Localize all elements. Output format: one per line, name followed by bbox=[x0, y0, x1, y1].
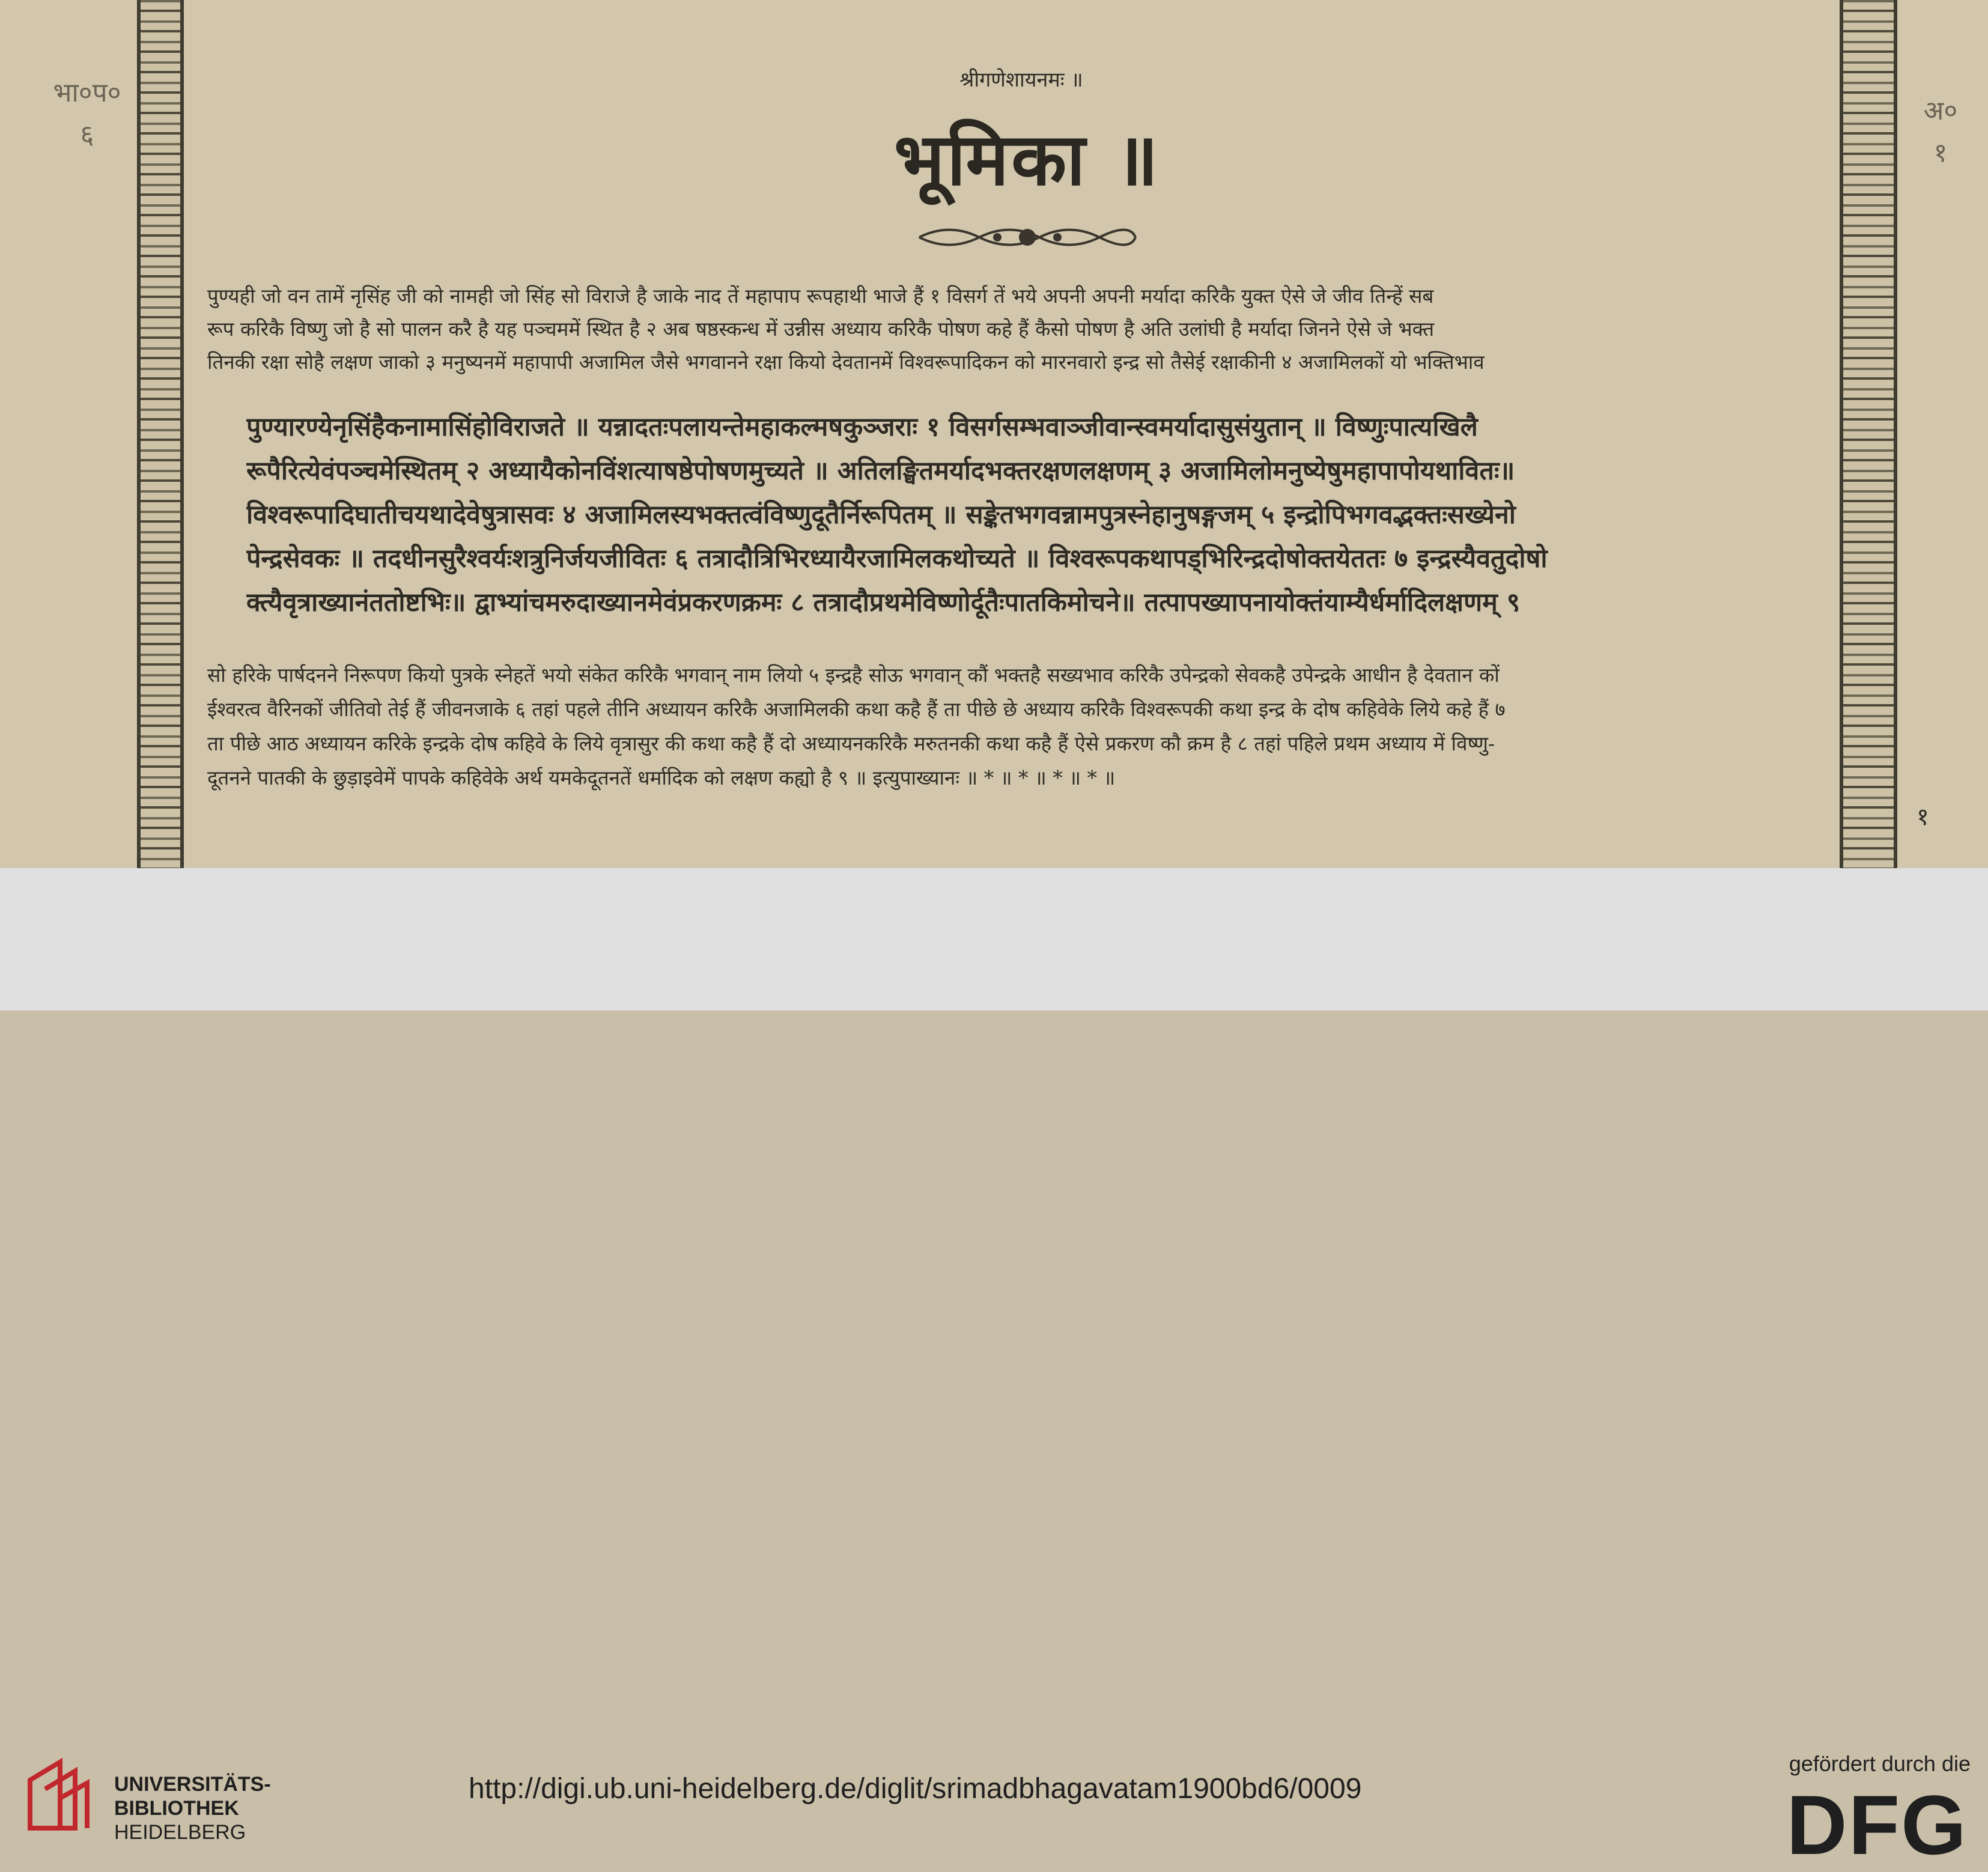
sanskrit-verses bbox=[246, 406, 1820, 625]
decorative-border-right bbox=[1840, 0, 1897, 868]
library-name-line: UNIVERSITÄTS- bbox=[114, 1773, 271, 1796]
margin-label-right-line: १ bbox=[1933, 138, 1948, 168]
verse-line: क्त्यैवृत्राख्यानंततोष्टभिः॥ द्वाभ्यांचमरुदाख्यानमेवंप्रकरणक्रमः ८ तत्रादौप्रथमेविष्णोर्दूतैःपातकिमोचने॥ तत्पापख्यापनायोक्तंयाम्यैर्धर्मादिलक्षणम् ९ bbox=[246, 588, 1521, 618]
commentary-line: रूप करिकै विष्णु जो है सो पालन करै है यह पञ्चममें स्थित है २ अब षष्ठस्कन्ध में उन्नीस अध्याय करिकै पोषण कहे हैं कैसो पोषण है अति उलांघी है मर्यादा जिनने ऐसे जे भक्त bbox=[207, 317, 1435, 341]
funding-caption: gefördert durch die bbox=[1789, 1751, 1971, 1776]
commentary-line: सो हरिके पार्षदनने निरूपण कियो पुत्रके स्नेहतें भयो संकेत करिकै भगवान् नाम लियो ५ इन्द्रहै सोऊ भगवान् कौं भक्तहै सख्यभाव करिकै उपेन्द्रको सेवकहै उपेन्द्रके आधीन है देवतान कों bbox=[207, 663, 1500, 687]
commentary-line: पुण्यही जो वन तामें नृसिंह जी को नामही जो सिंह सो विराजे है जाके नाद तें महापाप रूपहाथी भाजे हैं १ विसर्ग तें भये अपनी अपनी मर्यादा करिकै युक्त ऐसे जे जीव तिन्हें सब bbox=[207, 284, 1434, 308]
footer-bar bbox=[0, 868, 1988, 1872]
ornament-divider-icon bbox=[913, 219, 1141, 255]
library-name-line: BIBLIOTHEK bbox=[114, 1797, 239, 1820]
commentary-bottom bbox=[207, 658, 1829, 795]
verse-line: पेन्द्रसेवकः ॥ तदधीनसुरैश्वर्यःशत्रुनिर्जयजीवितः ६ तत्रादौत्रिभिरध्यायैरजामिलकथोच्यते ॥ विश्वरूपकथापड्भिरिन्द्रदोषोक्तयेततः ७ इन्द्रस्यैवतुदोषो bbox=[246, 544, 1548, 574]
page-title: भूमिका ॥ bbox=[893, 117, 1161, 202]
library-name-line: HEIDELBERG bbox=[114, 1821, 246, 1844]
verse-line: रूपैरित्येवंपञ्चमेस्थितम् २ अध्यायैकोनविंशत्याषष्ठेपोषणमुच्यते ॥ अतिलङ्घितमर्यादभक्तरक्षणलक्षणम् ३ अजामिलोमनुष्येषुमहापापोयथावितः॥ bbox=[246, 456, 1515, 486]
scanned-page bbox=[0, 0, 1988, 868]
margin-label-left-line: ६ bbox=[80, 120, 94, 150]
margin-label-right bbox=[1898, 90, 1983, 174]
margin-label-left-line: भा०प० bbox=[53, 77, 121, 108]
verse-line: पुण्यारण्येनृसिंहैकनामासिंहोविराजते ॥ यन्नादतःपलायन्तेमहाकल्मषकुञ्जराः १ विसर्गसम्भवाञ्जीवान्स्वमर्यादासुसंयुतान् ॥ विष्णुःपात्यखिलै bbox=[246, 412, 1478, 442]
commentary-line: तिनकी रक्षा सोहै लक्षण जाको ३ मनुष्यनमें महापापी अजामिल जैसे भगवानने रक्षा कियो देवतानमें विश्वरूपादिकन को मारनवारो इन्द्र सो तैसेई रक्षाकीनी ४ अजामिलकों यो भक्तिभाव bbox=[207, 350, 1485, 374]
dfg-logo: DFG bbox=[1786, 1778, 1968, 1872]
commentary-line: ईश्वरत्व वैरिनकों जीतिवो तेई हैं जीवनजाके ६ तहां पहले तीनि अध्यायन करिकै अजामिलकी कथा कहै हैं ता पीछे छे अध्याय करिकै विश्वरूपकी कथा इन्द्र के दोष कहिवेके लिये कहे हैं ७ bbox=[207, 697, 1506, 721]
library-logo-icon bbox=[24, 1756, 90, 1834]
commentary-line: दूतनने पातकी के छुड़ाइवेमें पापके कहिवेके अर्थ यमकेदूतनतें धर्मादिक को लक्षण कह्यो है ९ ॥ इत्युपाख्यानः ॥ * ॥ * ॥ * ॥ * ॥ bbox=[207, 766, 1116, 789]
decorative-border-left bbox=[137, 0, 184, 868]
margin-label-left bbox=[42, 72, 132, 156]
invocation: श्रीगणेशायनमः ॥ bbox=[959, 68, 1083, 92]
verse-line: विश्वरूपादिघातीचयथादेवेषुत्रासवः ४ अजामिलस्यभक्तत्वंविष्णुदूतैर्निरूपितम् ॥ सङ्केतभगवन्नामपुत्रस्नेहानुषङ्गजम् ५ इन्द्रोपिभगवद्भक्तःसख्येनो bbox=[246, 500, 1516, 530]
page-number: १ bbox=[1917, 803, 1929, 831]
commentary-line: ता पीछे आठ अध्यायन करिके इन्द्रके दोष कहिवे के लिये वृत्रासुर की कथा कहै हैं दो अध्यायनकरिकै मरुतनकी कथा कहै हैं ऐसे प्रकरण कौ क्रम है ८ तहां पहिले प्रथम अध्याय में विष्णु- bbox=[207, 732, 1495, 755]
library-name bbox=[114, 1772, 271, 1844]
permalink-url[interactable]: http://digi.ub.uni-heidelberg.de/diglit/srimadbhagavatam1900bd6/0009 bbox=[469, 1773, 1362, 1805]
commentary-top bbox=[207, 279, 1829, 378]
margin-label-right-line: अ० bbox=[1923, 96, 1958, 126]
